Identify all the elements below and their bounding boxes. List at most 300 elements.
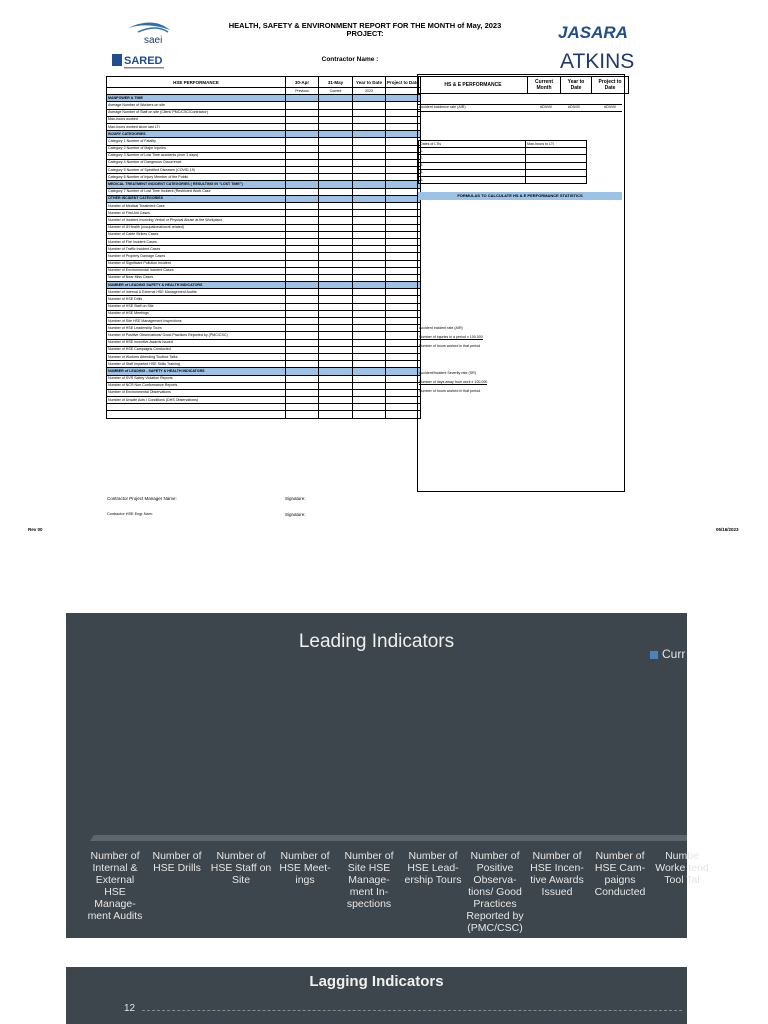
value-cell [286,167,319,174]
table-row [107,224,421,231]
value-cell [353,231,386,238]
value-cell [319,346,353,353]
value-cell [319,174,353,181]
atkins-logo [560,46,635,73]
col-project-to-date: Project to Date [386,77,421,88]
value-cell [353,159,386,166]
table-row [107,339,421,346]
value-cell [286,123,319,130]
row-label: Number of Staff Imparted HSE Skills Training [107,361,286,368]
lti-row: 3- [419,162,587,169]
value-cell [386,217,421,224]
value-cell [319,353,353,360]
table-row [107,217,421,224]
value-cell [353,188,386,195]
value-cell [353,145,386,152]
value-cell [319,131,353,138]
value-cell [319,375,353,382]
sared-logo [108,50,178,74]
report-date: 05/16/2023 [716,527,739,532]
value-cell [353,353,386,360]
value-cell [286,253,319,260]
row-label: Category 7 Number of Lost Time Incident (Restricted Work Case [107,188,286,195]
table-row [107,159,421,166]
row-label: Number of Site HSE Management Inspections [107,318,286,325]
value-cell [319,203,353,210]
value-cell [353,174,386,181]
table-row [107,274,421,281]
table-row [107,353,421,360]
value-cell [386,260,421,267]
value-cell [386,152,421,159]
air-current-value: #DIV/0! [540,105,552,109]
value-cell [386,411,421,418]
table-row [107,231,421,238]
value-cell [353,375,386,382]
value-cell [286,289,319,296]
value-cell [319,210,353,217]
row-label: Number of Environmental Incident Cases [107,267,286,274]
value-cell [319,123,353,130]
value-cell [353,195,386,202]
value-cell [286,174,319,181]
value-cell [286,181,319,188]
hse-engr-label: Contractor HSE Engr Nam: [107,512,153,516]
formula-air-label: Accident incident rate (AIR) [419,326,463,330]
row-label: Category 1 Number of Fatality [107,138,286,145]
value-cell [319,361,353,368]
row-label: Average Number of Workers on site [107,102,286,109]
table-row [107,289,421,296]
row-label: Number of Workers Attending Toolbox Talks [107,353,286,360]
hse-signature-label: Signature: [285,512,306,517]
value-cell [386,102,421,109]
jasara-logo [556,18,626,44]
value-cell [286,346,319,353]
value-cell [353,152,386,159]
value-cell [386,397,421,404]
stats-header-row [419,77,629,94]
hse-performance-header: HSE PERFORMANCE [107,77,286,88]
value-cell [319,109,353,116]
value-cell [286,203,319,210]
category-label: Number of Site HSE Manage-ment In-spections [344,850,394,910]
value-cell [286,217,319,224]
value-cell [353,368,386,375]
row-label [107,411,286,418]
table-subheader-row [107,88,421,95]
table-row [107,310,421,317]
value-cell [353,246,386,253]
value-cell [319,289,353,296]
value-cell [386,210,421,217]
row-label: Number of HSE Drills [107,296,286,303]
table-header-row [107,77,421,88]
value-cell [286,95,319,102]
lti-row: 5- [419,176,587,183]
value-cell [319,325,353,332]
row-label: Number of HSE Staff on Site [107,303,286,310]
value-cell [386,253,421,260]
value-cell [353,238,386,245]
gridline [142,1010,682,1011]
value-cell [353,260,386,267]
revision-label: Rev 00 [28,527,43,532]
value-cell [386,274,421,281]
value-cell [353,167,386,174]
value-cell [386,195,421,202]
value-cell [286,231,319,238]
value-cell [353,289,386,296]
row-label [107,404,286,411]
value-cell [353,346,386,353]
value-cell [386,346,421,353]
jasara-logo-text: JASARA [558,23,628,42]
value-cell [319,188,353,195]
value-cell [353,181,386,188]
value-cell [386,303,421,310]
row-label: Number of Internal & External HSE Management Audits [107,289,286,296]
value-cell [386,389,421,396]
row-label: Number of Property Damage Cases [107,253,286,260]
value-cell [286,246,319,253]
legend-label: Curr [662,647,686,661]
value-cell [286,303,319,310]
air-ptd-value: #DIV/0! [604,105,616,109]
section-row [107,181,421,188]
row-label: Category 6 Number of Injury Member of the Public [107,174,286,181]
row-label: Number of Significant Pollution Incident [107,260,286,267]
value-cell [386,368,421,375]
value-cell [353,296,386,303]
table-row [107,188,421,195]
row-label: Number of HSE Leadership Tours [107,325,286,332]
row-label: Number of SVR Safety Violation Reports [107,375,286,382]
value-cell [386,224,421,231]
value-cell [386,318,421,325]
category-label: Number of HSE Incen-tive Awards Issued [530,850,584,898]
table-row [107,116,421,123]
value-cell [319,339,353,346]
value-cell [353,116,386,123]
value-cell [286,411,319,418]
value-cell [286,267,319,274]
value-cell [286,353,319,360]
value-cell [286,382,319,389]
hse-statistics-table [418,76,629,94]
value-cell [386,353,421,360]
value-cell [353,138,386,145]
value-cell [353,109,386,116]
section-row [107,195,421,202]
category-label: Number of Positive Observa-tions/ Good Practices Reported by (PMC/CSC) [466,850,524,934]
value-cell [353,339,386,346]
row-label: Number of Unsafe Acts / Conditions (DHS Observations) [107,397,286,404]
section-row [107,282,421,289]
value-cell [319,397,353,404]
row-label: Category 2 Number of Major Injuries [107,145,286,152]
value-cell [353,318,386,325]
table-row [107,260,421,267]
sub-2023: 2023 [353,88,386,95]
contractor-name-label: Contractor Name : [321,56,379,63]
value-cell [353,382,386,389]
value-cell [319,332,353,339]
row-label: Number of Ill Health (occupational/work related) [107,224,286,231]
lti-dates-header: Dates of LTIs [419,141,526,148]
value-cell [286,318,319,325]
lti-row: 4- [419,169,587,176]
value-cell [353,332,386,339]
table-row [107,152,421,159]
leading-indicators-chart [66,613,709,938]
value-cell [286,397,319,404]
value-cell [319,246,353,253]
formula-sr-numerator: Number of days away from work x 100,000 [419,380,488,384]
value-cell [286,375,319,382]
value-cell [319,152,353,159]
table-row [107,303,421,310]
value-cell [319,404,353,411]
value-cell [319,95,353,102]
row-label: INJURY CATEGORIES [107,131,286,138]
table-row [107,123,421,130]
value-cell [386,167,421,174]
table-row [107,253,421,260]
table-row [107,109,421,116]
value-cell [386,310,421,317]
table-row [107,145,421,152]
row-label: Number of HSE Campaigns Conducted [107,346,286,353]
air-label: Accident incidence rate (AIR) [419,105,466,109]
value-cell [353,361,386,368]
row-label: Number of Positive Observations/ Good Practices Reported by (PMC/CSC) [107,332,286,339]
value-cell [286,159,319,166]
title-line-1: HEALTH, SAFETY & ENVIRONMENT REPORT FOR THE MONTH of May, 2023 [228,21,502,30]
value-cell [319,181,353,188]
value-cell [286,152,319,159]
stats-col-project-to-date: Project to Date [592,77,629,94]
row-label: MANPOWER & TIME [107,95,286,102]
row-label: NUMBER of LEADING - SAFETY & HEALTH INDICATORS [107,368,286,375]
value-cell [286,274,319,281]
row-label: Number of Near Miss Cases [107,274,286,281]
y-tick-label: 12 [124,1003,136,1014]
value-cell [286,131,319,138]
value-cell [386,138,421,145]
sared-logo-text: SARED [124,55,163,67]
table-row [107,361,421,368]
value-cell [386,382,421,389]
lagging-indicators-chart [66,967,687,1024]
value-cell [386,188,421,195]
category-label: Numbe Worke tend Tool Tal [655,850,709,886]
value-cell [386,109,421,116]
value-cell [353,102,386,109]
row-label: Man-hours worked [107,116,286,123]
value-cell [319,282,353,289]
value-cell [319,274,353,281]
value-cell [319,253,353,260]
table-row [107,397,421,404]
sub-current: Current [319,88,353,95]
formula-air-numerator: Number of injuries in a period x 100,000 [419,335,483,339]
value-cell [386,203,421,210]
value-cell [353,274,386,281]
value-cell [353,303,386,310]
value-cell [353,411,386,418]
value-cell [286,195,319,202]
row-label: Number of Medical Treatment Case [107,203,286,210]
col-31-may: 31-May [319,77,353,88]
value-cell [386,231,421,238]
value-cell [386,375,421,382]
value-cell [286,310,319,317]
row-label: Number of Cable Strikes Cases [107,231,286,238]
value-cell [386,159,421,166]
row-label: Number of NCR Non Conformance Reports [107,382,286,389]
value-cell [353,203,386,210]
value-cell [319,267,353,274]
category-label: Number of Internal & External HSE Manage-ment Audits [87,850,143,922]
value-cell [353,404,386,411]
table-row [107,375,421,382]
value-cell [386,289,421,296]
value-cell [319,303,353,310]
col-year-to-date: Year to Date [353,77,386,88]
value-cell [286,116,319,123]
table-row [107,203,421,210]
value-cell [319,116,353,123]
hse-performance-table [106,76,421,419]
table-row [107,210,421,217]
formula-sr-denominator: Number of hours worked in that period [419,389,481,393]
lti-hours-header: Man-hours to LTI [526,141,587,148]
pm-signature-label: Signature: [285,496,306,501]
value-cell [286,339,319,346]
value-cell [286,188,319,195]
value-cell [286,404,319,411]
saei-logo [108,18,178,46]
value-cell [386,238,421,245]
value-cell [386,339,421,346]
category-label: Number of HSE Lead-ership Tours [404,850,462,886]
value-cell [286,238,319,245]
row-label: Category 5 Number of Specified Diseases (COVID-19) [107,167,286,174]
table-row [107,318,421,325]
section-row [107,131,421,138]
value-cell [319,224,353,231]
table-row [107,238,421,245]
table-row [107,389,421,396]
value-cell [353,224,386,231]
value-cell [319,310,353,317]
value-cell [286,296,319,303]
value-cell [319,389,353,396]
value-cell [319,260,353,267]
row-label: Average Number of Staff on site (Client/ PMC/CSC/Contractor) [107,109,286,116]
table-row [107,246,421,253]
value-cell [319,382,353,389]
row-label: MEDICAL TREATMENT INCIDENT CATEGORIES ( RESULTING IN "LOST TIME") [107,181,286,188]
stats-col-year-to-date: Year to Date [561,77,592,94]
lti-row: 1- [419,148,587,155]
report-title [200,22,530,38]
value-cell [353,95,386,102]
table-row [107,296,421,303]
value-cell [386,361,421,368]
category-label: Number of HSE Meet-ings [279,850,331,886]
value-cell [353,389,386,396]
formula-title: FORMULAS TO CALCULATE HS & E PERFORMANCE STATISTICS [418,192,622,200]
value-cell [286,368,319,375]
value-cell [386,131,421,138]
value-cell [286,389,319,396]
chart-title: Lagging Indicators [309,973,444,990]
lti-row: 2- [419,155,587,162]
chart-floor [90,835,687,841]
row-label: Number of Environmental Observations [107,389,286,396]
value-cell [319,318,353,325]
category-label: Number of HSE Drills [152,850,202,874]
value-cell [286,224,319,231]
value-cell [286,332,319,339]
table-row [107,404,421,411]
value-cell [386,95,421,102]
row-label: Category 4 Number of Dangerous Occurrence [107,159,286,166]
value-cell [353,310,386,317]
table-row [107,174,421,181]
table-row [107,167,421,174]
value-cell [286,138,319,145]
table-row [107,267,421,274]
air-ytd-value: #DIV/0! [568,105,580,109]
value-cell [386,123,421,130]
value-cell [319,145,353,152]
value-cell [386,145,421,152]
value-cell [386,246,421,253]
value-cell [286,361,319,368]
value-cell [319,217,353,224]
value-cell [386,181,421,188]
value-cell [286,325,319,332]
title-line-2: PROJECT: [346,29,384,38]
value-cell [286,145,319,152]
table-row [107,325,421,332]
category-label: Number of HSE Cam-paigns Conducted [594,850,646,898]
value-cell [386,296,421,303]
row-label: Category 3 Number of Lost Time accidents (over 3 days) [107,152,286,159]
formula-air-denominator: Number of hours worked in that period [419,344,481,348]
value-cell [319,368,353,375]
value-cell [319,102,353,109]
value-cell [353,325,386,332]
value-cell [353,123,386,130]
value-cell [353,282,386,289]
value-cell [386,332,421,339]
row-label: Number of HSE Meetings [107,310,286,317]
value-cell [319,195,353,202]
hse-stats-header: HS & E PERFORMANCE [419,77,528,94]
row-label: NUMBER of LEADING SAFETY & HEALTH INDICATORS [107,282,286,289]
value-cell [353,253,386,260]
value-cell [386,325,421,332]
atkins-logo-text: ATKINS [560,50,635,73]
row-label: Number of First Aid Cases [107,210,286,217]
value-cell [353,217,386,224]
row-label: Number of HSE Incentive Awards Issued [107,339,286,346]
value-cell [286,260,319,267]
